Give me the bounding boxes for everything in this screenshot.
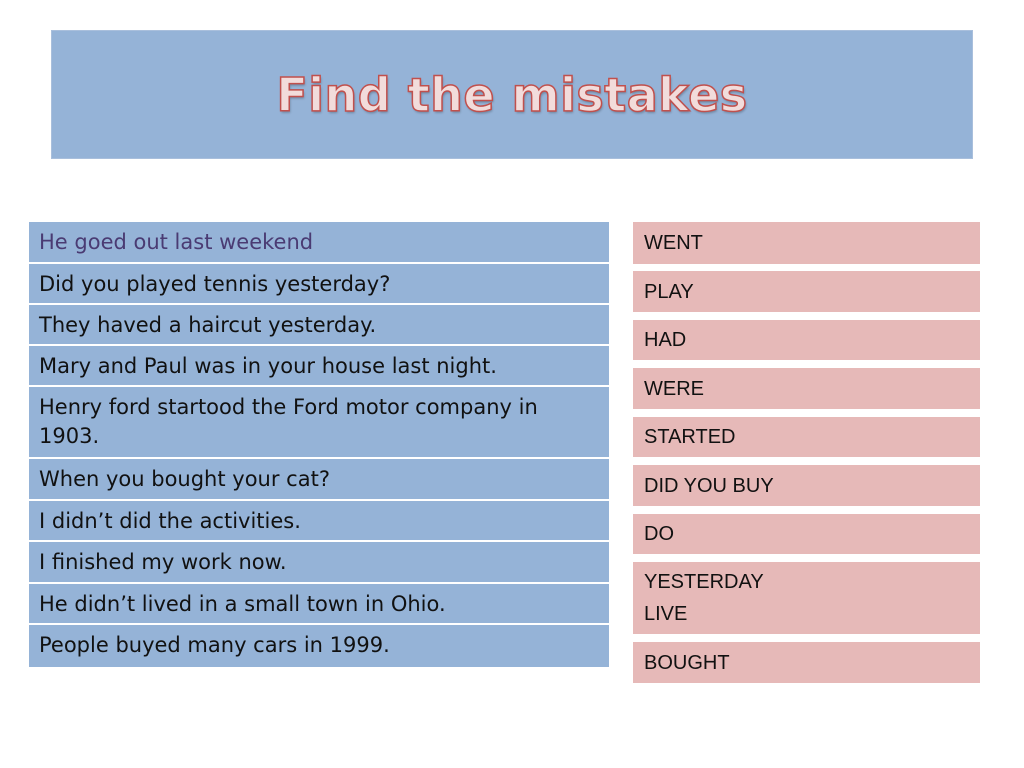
sentence-row: I finished my work now.	[29, 542, 609, 584]
answer-box	[633, 465, 980, 506]
answer-box	[633, 514, 980, 554]
answer-text: PLAY	[644, 280, 694, 303]
answer-box	[633, 368, 980, 409]
answer-box	[633, 562, 980, 634]
title-banner	[51, 30, 973, 159]
answer-box	[633, 271, 980, 312]
sentences-table	[29, 222, 609, 667]
answer-text: DO	[644, 523, 674, 545]
sentence-row: They haved a haircut yesterday.	[29, 305, 609, 346]
answer-text: YESTERDAY	[644, 571, 764, 593]
answer-text: HAD	[644, 329, 687, 351]
sentence-row: When you bought your cat?	[29, 459, 609, 501]
answer-box	[633, 320, 980, 360]
answer-box	[633, 222, 980, 264]
page-title: Find the mistakes	[276, 67, 748, 122]
sentence-row: Did you played tennis yesterday?	[29, 264, 609, 305]
answer-text: WENT	[644, 232, 703, 254]
sentence-row: He didn’t lived in a small town in Ohio.	[29, 584, 609, 625]
sentence-row: Mary and Paul was in your house last night.	[29, 346, 609, 387]
answer-text: DID YOU BUY	[644, 474, 774, 497]
sentence-row: Henry ford startood the Ford motor company in 1903.	[29, 387, 609, 459]
sentence-row: I didn’t did the activities.	[29, 501, 609, 542]
sentence-row: People buyed many cars in 1999.	[29, 625, 609, 667]
sentence-row: He goed out last weekend	[29, 222, 609, 264]
answer-box	[633, 642, 980, 683]
answer-text: STARTED	[644, 426, 736, 448]
answer-text: LIVE	[644, 603, 688, 625]
answer-text: WERE	[644, 377, 704, 400]
answer-text: BOUGHT	[644, 651, 730, 674]
answer-box	[633, 417, 980, 457]
